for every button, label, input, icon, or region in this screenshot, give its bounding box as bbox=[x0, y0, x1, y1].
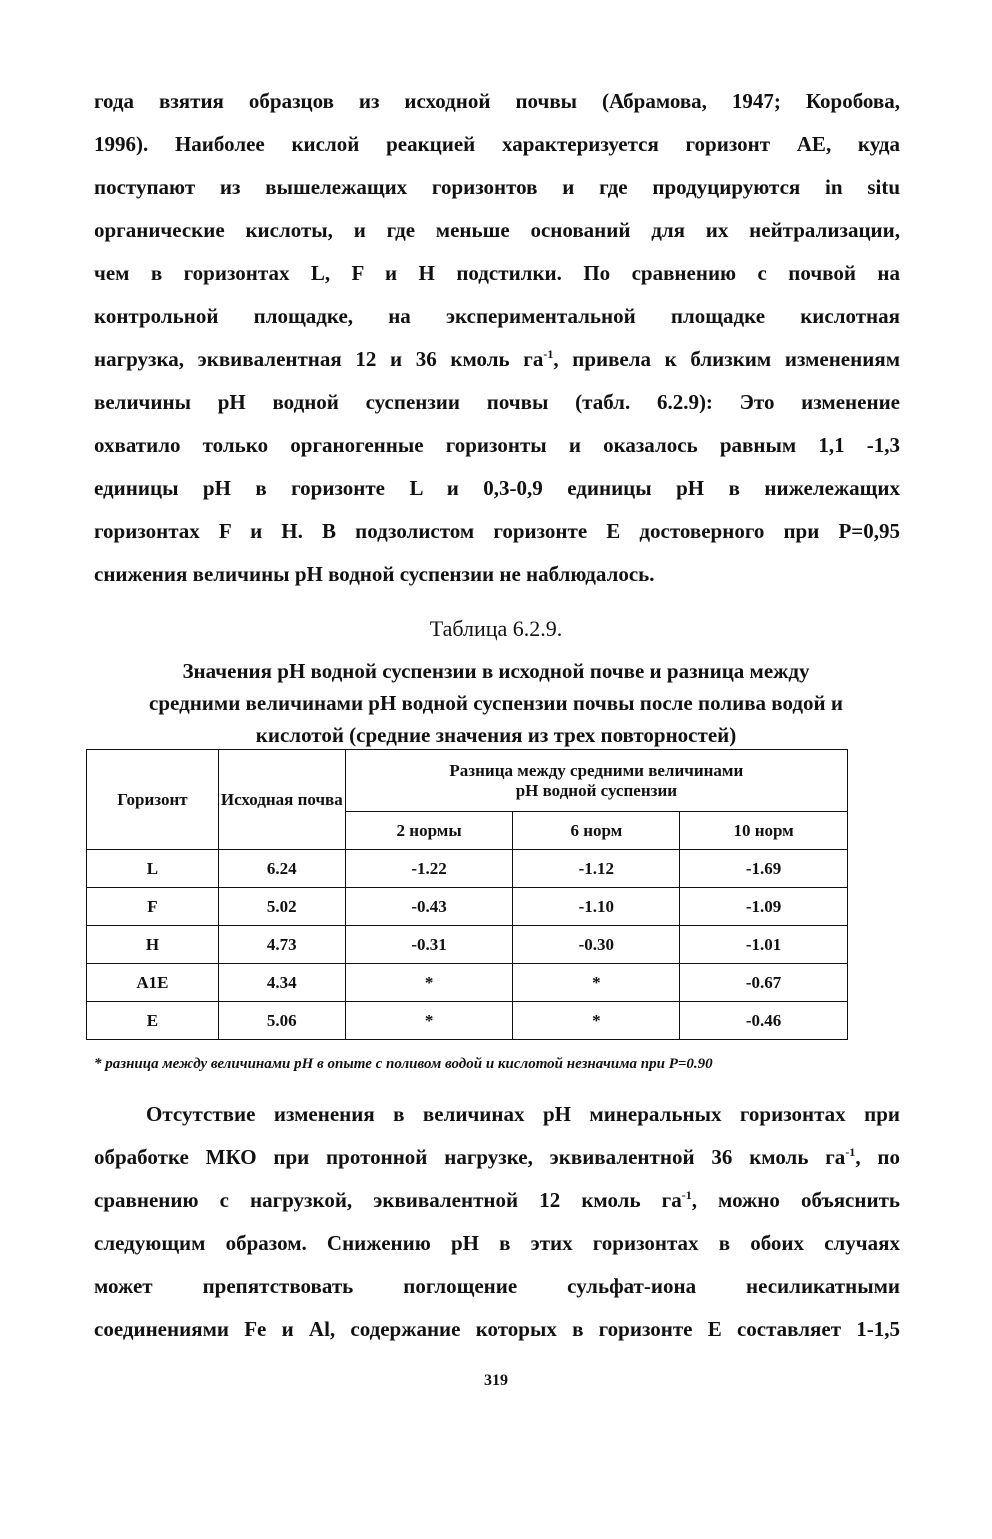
text-line: поступают из вышележащих горизонтов и где продуцируются in situ bbox=[94, 175, 900, 199]
header-10-norms: 10 норм bbox=[680, 812, 848, 850]
cell-10-norms: -1.69 bbox=[680, 850, 848, 888]
cell-initial: 6.24 bbox=[218, 850, 345, 888]
cell-6-norms: -1.10 bbox=[513, 888, 680, 926]
table-row bbox=[87, 1002, 848, 1040]
cell-initial: 5.02 bbox=[218, 888, 345, 926]
cell-10-norms: -1.09 bbox=[680, 888, 848, 926]
cell-6-norms: * bbox=[513, 1002, 680, 1040]
header-2-norms: 2 нормы bbox=[345, 812, 513, 850]
table-title-line: Значения pH водной суспензии в исходной почве и разница между bbox=[182, 659, 810, 683]
header-horizon: Горизонт bbox=[87, 750, 219, 850]
text-line: может препятствовать поглощение сульфат-иона несиликатными bbox=[94, 1274, 900, 1298]
cell-horizon: L bbox=[87, 850, 219, 888]
text-line: Отсутствие изменения в величинах pH минеральных горизонтах при bbox=[146, 1102, 900, 1126]
paragraph-2 bbox=[94, 1093, 900, 1351]
text-line: года взятия образцов из исходной почвы (Абрамова, 1947; Коробова, bbox=[94, 89, 900, 113]
cell-2-norms: -0.43 bbox=[345, 888, 513, 926]
header-initial: Исходная почва bbox=[218, 750, 345, 850]
cell-horizon: E bbox=[87, 1002, 219, 1040]
header-difference bbox=[345, 750, 847, 812]
table-row bbox=[87, 850, 848, 888]
table-row bbox=[87, 964, 848, 1002]
table-title-line: кислотой (средние значения из трех повторностей) bbox=[255, 723, 737, 747]
cell-2-norms: -1.22 bbox=[345, 850, 513, 888]
text-line: сравнению с нагрузкой, эквивалентной 12 кмоль $га^{-1}$, можно объяснить bbox=[94, 1188, 900, 1212]
text-line: нагрузка, эквивалентная 12 и 36 кмоль $га^{-1}$, привела к близким изменениям bbox=[94, 347, 900, 371]
header-difference-line: pH водной суспензии bbox=[515, 780, 678, 800]
cell-10-norms: -0.46 bbox=[680, 1002, 848, 1040]
table-row bbox=[87, 888, 848, 926]
table-footnote: * разница между величинами pH в опыте с поливом водой и кислотой незначима при P=0.90 bbox=[94, 1056, 713, 1072]
text-line: обработке МКО при протонной нагрузке, эквивалентной 36 кмоль $га^{-1}$, по bbox=[94, 1145, 900, 1169]
text-line: единицы pH в горизонте L и 0,3-0,9 единицы pH в нижележащих bbox=[94, 476, 900, 500]
text-line: 1996). Наиболее кислой реакцией характеризуется горизонт АЕ, куда bbox=[94, 132, 900, 156]
cell-initial: 4.34 bbox=[218, 964, 345, 1002]
text-line: величины pH водной суспензии почвы (табл. 6.2.9): Это изменение bbox=[94, 390, 900, 414]
cell-10-norms: -0.67 bbox=[680, 964, 848, 1002]
text-line: горизонтах F и H. В подзолистом горизонте Е достоверного при P=0,95 bbox=[94, 519, 900, 543]
header-difference-line: Разница между средними величинами bbox=[449, 760, 744, 780]
header-6-norms: 6 норм bbox=[513, 812, 680, 850]
cell-2-norms: -0.31 bbox=[345, 926, 513, 964]
text-line: контрольной площадке, на экспериментальной площадке кислотная bbox=[94, 304, 900, 328]
text-line: охватило только органогенные горизонты и оказалось равным 1,1 -1,3 bbox=[94, 433, 900, 457]
cell-2-norms: * bbox=[345, 964, 513, 1002]
table-caption: Таблица 6.2.9. bbox=[429, 616, 563, 641]
text-line: чем в горизонтах L, F и H подстилки. По сравнению с почвой на bbox=[94, 261, 900, 285]
cell-horizon: F bbox=[87, 888, 219, 926]
cell-initial: 4.73 bbox=[218, 926, 345, 964]
ph-table bbox=[86, 749, 848, 1040]
cell-6-norms: -1.12 bbox=[513, 850, 680, 888]
table-title-line: средними величинами pH водной суспензии почвы после полива водой и bbox=[149, 691, 843, 715]
table-row bbox=[87, 926, 848, 964]
cell-horizon: A1E bbox=[87, 964, 219, 1002]
text-line: следующим образом. Снижению pH в этих горизонтах в обоих случаях bbox=[94, 1231, 900, 1255]
cell-initial: 5.06 bbox=[218, 1002, 345, 1040]
cell-horizon: H bbox=[87, 926, 219, 964]
cell-10-norms: -1.01 bbox=[680, 926, 848, 964]
text-line: снижения величины pH водной суспензии не наблюдалось. bbox=[94, 562, 655, 586]
cell-6-norms: -0.30 bbox=[513, 926, 680, 964]
cell-6-norms: * bbox=[513, 964, 680, 1002]
table-title bbox=[0, 655, 992, 751]
text-line: органические кислоты, и где меньше оснований для их нейтрализации, bbox=[94, 218, 900, 242]
text-line: соединениями Fe и Al, содержание которых в горизонте Е составляет 1-1,5 bbox=[94, 1317, 900, 1341]
page-number: 319 bbox=[484, 1372, 508, 1389]
cell-2-norms: * bbox=[345, 1002, 513, 1040]
paragraph-1 bbox=[94, 80, 900, 596]
